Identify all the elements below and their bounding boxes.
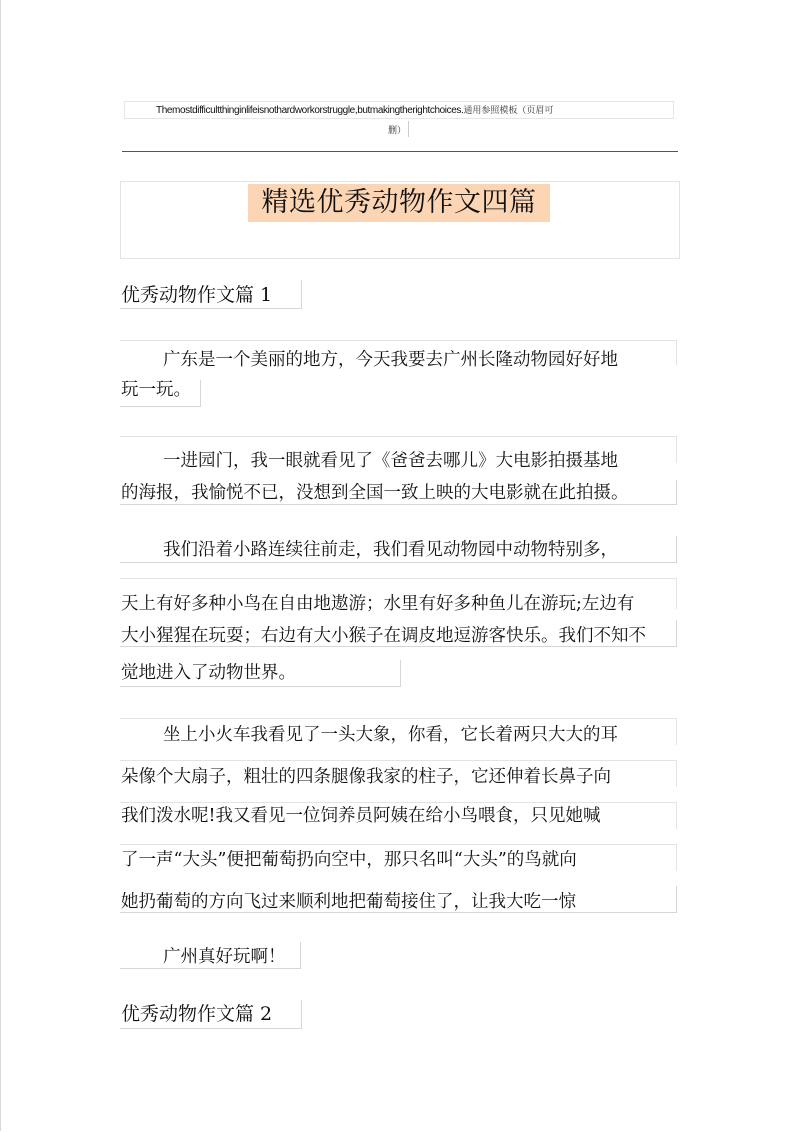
paragraph-line: 觉地进入了动物世界。: [121, 663, 296, 683]
paragraph-line: 一进园门，我一眼就看见了《爸爸去哪儿》大电影拍摄基地: [163, 451, 618, 471]
paragraph-line: 了一声“大头”便把葡萄扔向空中，那只名叫“大头”的鸟就向: [121, 850, 577, 870]
paragraph-line: 天上有好多种小鸟在自由地遨游；水里有好多种鱼儿在游玩;左边有: [121, 594, 635, 614]
paragraph-line: 的海报，我愉悦不已，没想到全国一致上映的大电影就在此拍摄。: [121, 483, 629, 503]
header-quote-cn-end: 删）: [388, 126, 407, 136]
header-quote-cn: 通用参照模板（页眉可: [463, 106, 554, 116]
header-rule: [122, 151, 678, 152]
paragraph-line: 坐上小火车我看见了一头大象，你看，它长着两只大大的耳: [163, 725, 618, 745]
paragraph-line: 玩一玩。: [121, 380, 191, 400]
paragraph-line: 朵像个大扇子，粗壮的四条腿像我家的柱子，它还伸着长鼻子向: [121, 767, 611, 787]
paragraph-line: 我们沿着小路连续往前走，我们看见动物园中动物特别多，: [163, 540, 618, 560]
section-heading-1: 优秀动物作文篇 1: [121, 284, 273, 306]
header-quote-en: Themostdifficultthinginlifeisnothardworkorstruggle,butmakingtherightchoices.: [156, 105, 464, 116]
paragraph-line: 她扔葡萄的方向飞过来顺利地把葡萄接住了，让我大吃一惊: [121, 892, 576, 912]
page-title: 精选优秀动物作文四篇: [248, 184, 550, 222]
header-divider-mark: [408, 121, 409, 137]
paragraph-line: 广州真好玩啊！: [163, 947, 286, 967]
header-quote: [156, 103, 636, 116]
paragraph-line: 广东是一个美丽的地方，今天我要去广州长隆动物园好好地: [163, 350, 618, 370]
section-heading-2: 优秀动物作文篇 2: [121, 1003, 273, 1025]
paragraph-line: 大小猩猩在玩耍；右边有大小猴子在调皮地逗游客快乐。我们不知不: [121, 626, 646, 646]
paragraph-line: 我们泼水呢!我又看见一位饲养员阿姨在给小鸟喂食，只见她喊: [121, 806, 601, 826]
